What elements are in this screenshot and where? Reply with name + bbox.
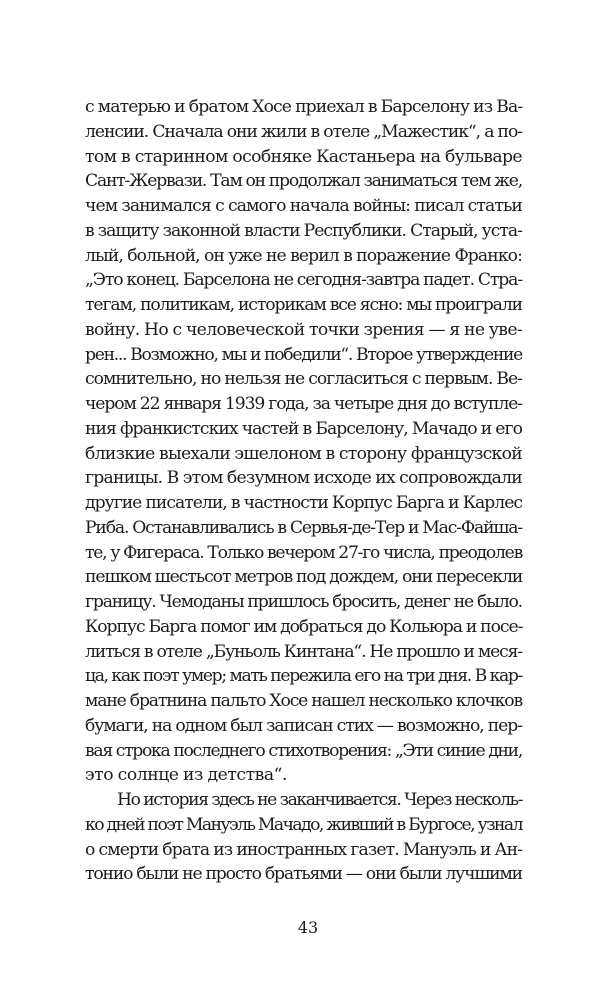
text-line: границу. Чемоданы пришлось бросить, денег не было. [85, 592, 522, 612]
text-line: „Это конец. Барселона не сегодня-завтра падет. Стра- [85, 270, 523, 291]
text-line: рен... Возможно, мы и победили“. Второе утверждение [85, 344, 522, 365]
text-line: тонио были не просто братьями — они были лучшими [85, 864, 522, 885]
text-line: вая строка последнего стихотворения: „Эти синие дни, [85, 740, 522, 761]
text-line: пешком шестьсот метров под дождем, они пересекли [85, 567, 523, 588]
text-line: ленсии. Сначала они жили в отеле „Мажестик“, а по- [85, 121, 522, 142]
text-line: Сант-Жервази. Там он продолжал заниматься тем же, [85, 171, 522, 192]
page-number: 43 [297, 918, 319, 937]
text-line: тегам, политикам, историкам все ясно: мы проиграли [85, 295, 522, 315]
text-line: войну. Но с человеческой точки зрения — я не уве- [85, 319, 522, 340]
text-line: бумаги, на одном был записан стих — возможно, пер- [85, 715, 522, 736]
text-line: Корпус Барга помог им добраться до Кольюра и посе- [85, 616, 523, 637]
text-line: лый, больной, он уже не верил в поражение Франко: [85, 245, 522, 266]
paragraph-1 [85, 95, 522, 788]
text-line: чером 22 января 1939 года, за четыре дня до вступле- [85, 394, 522, 414]
text-line: мане братнина пальто Хосе нашел несколько клочков [85, 691, 522, 711]
text-line: это солнце из детства“. [85, 765, 287, 786]
text-line: том в старинном особняке Кастаньера на бульваре [85, 146, 522, 167]
text-line: ко дней поэт Мануэль Мачадо, живший в Бургосе, узнал [85, 814, 522, 835]
text-line: Но история здесь не заканчивается. Через несколь- [117, 790, 522, 810]
text-line: о смерти брата из иностранных газет. Мануэль и Ан- [85, 839, 523, 860]
text-line: близкие выехали эшелоном в сторону французской [85, 443, 522, 464]
text-line: сомнительно, но нельзя не согласиться с первым. Ве- [85, 369, 522, 390]
text-line: Риба. Останавливались в Сервья-де-Тер и Мас-Файша- [85, 517, 522, 538]
text-line: литься в отеле „Буньоль Кинтана“. Не прошло и меся- [85, 641, 522, 662]
text-line: те, у Фигераса. Только вечером 27-го числа, преодолев [85, 542, 522, 563]
text-line: с матерью и братом Хосе приехал в Барселону из Ва- [85, 97, 523, 117]
text-line: другие писатели, в частности Корпус Барга и Карлес [85, 493, 522, 513]
text-line: ния франкистских частей в Барселону, Мачадо и его [85, 418, 522, 439]
paragraph-2 [85, 788, 522, 887]
body-text [85, 95, 522, 887]
text-line: в защиту законной власти Республики. Старый, уста- [85, 220, 522, 241]
text-line: чем занимался с самого начала войны: писал статьи [85, 196, 522, 216]
text-line: ца, как поэт умер; мать пережила его на три дня. В кар- [85, 666, 522, 687]
text-line: границы. В этом безумном исходе их сопровождали [85, 468, 522, 489]
